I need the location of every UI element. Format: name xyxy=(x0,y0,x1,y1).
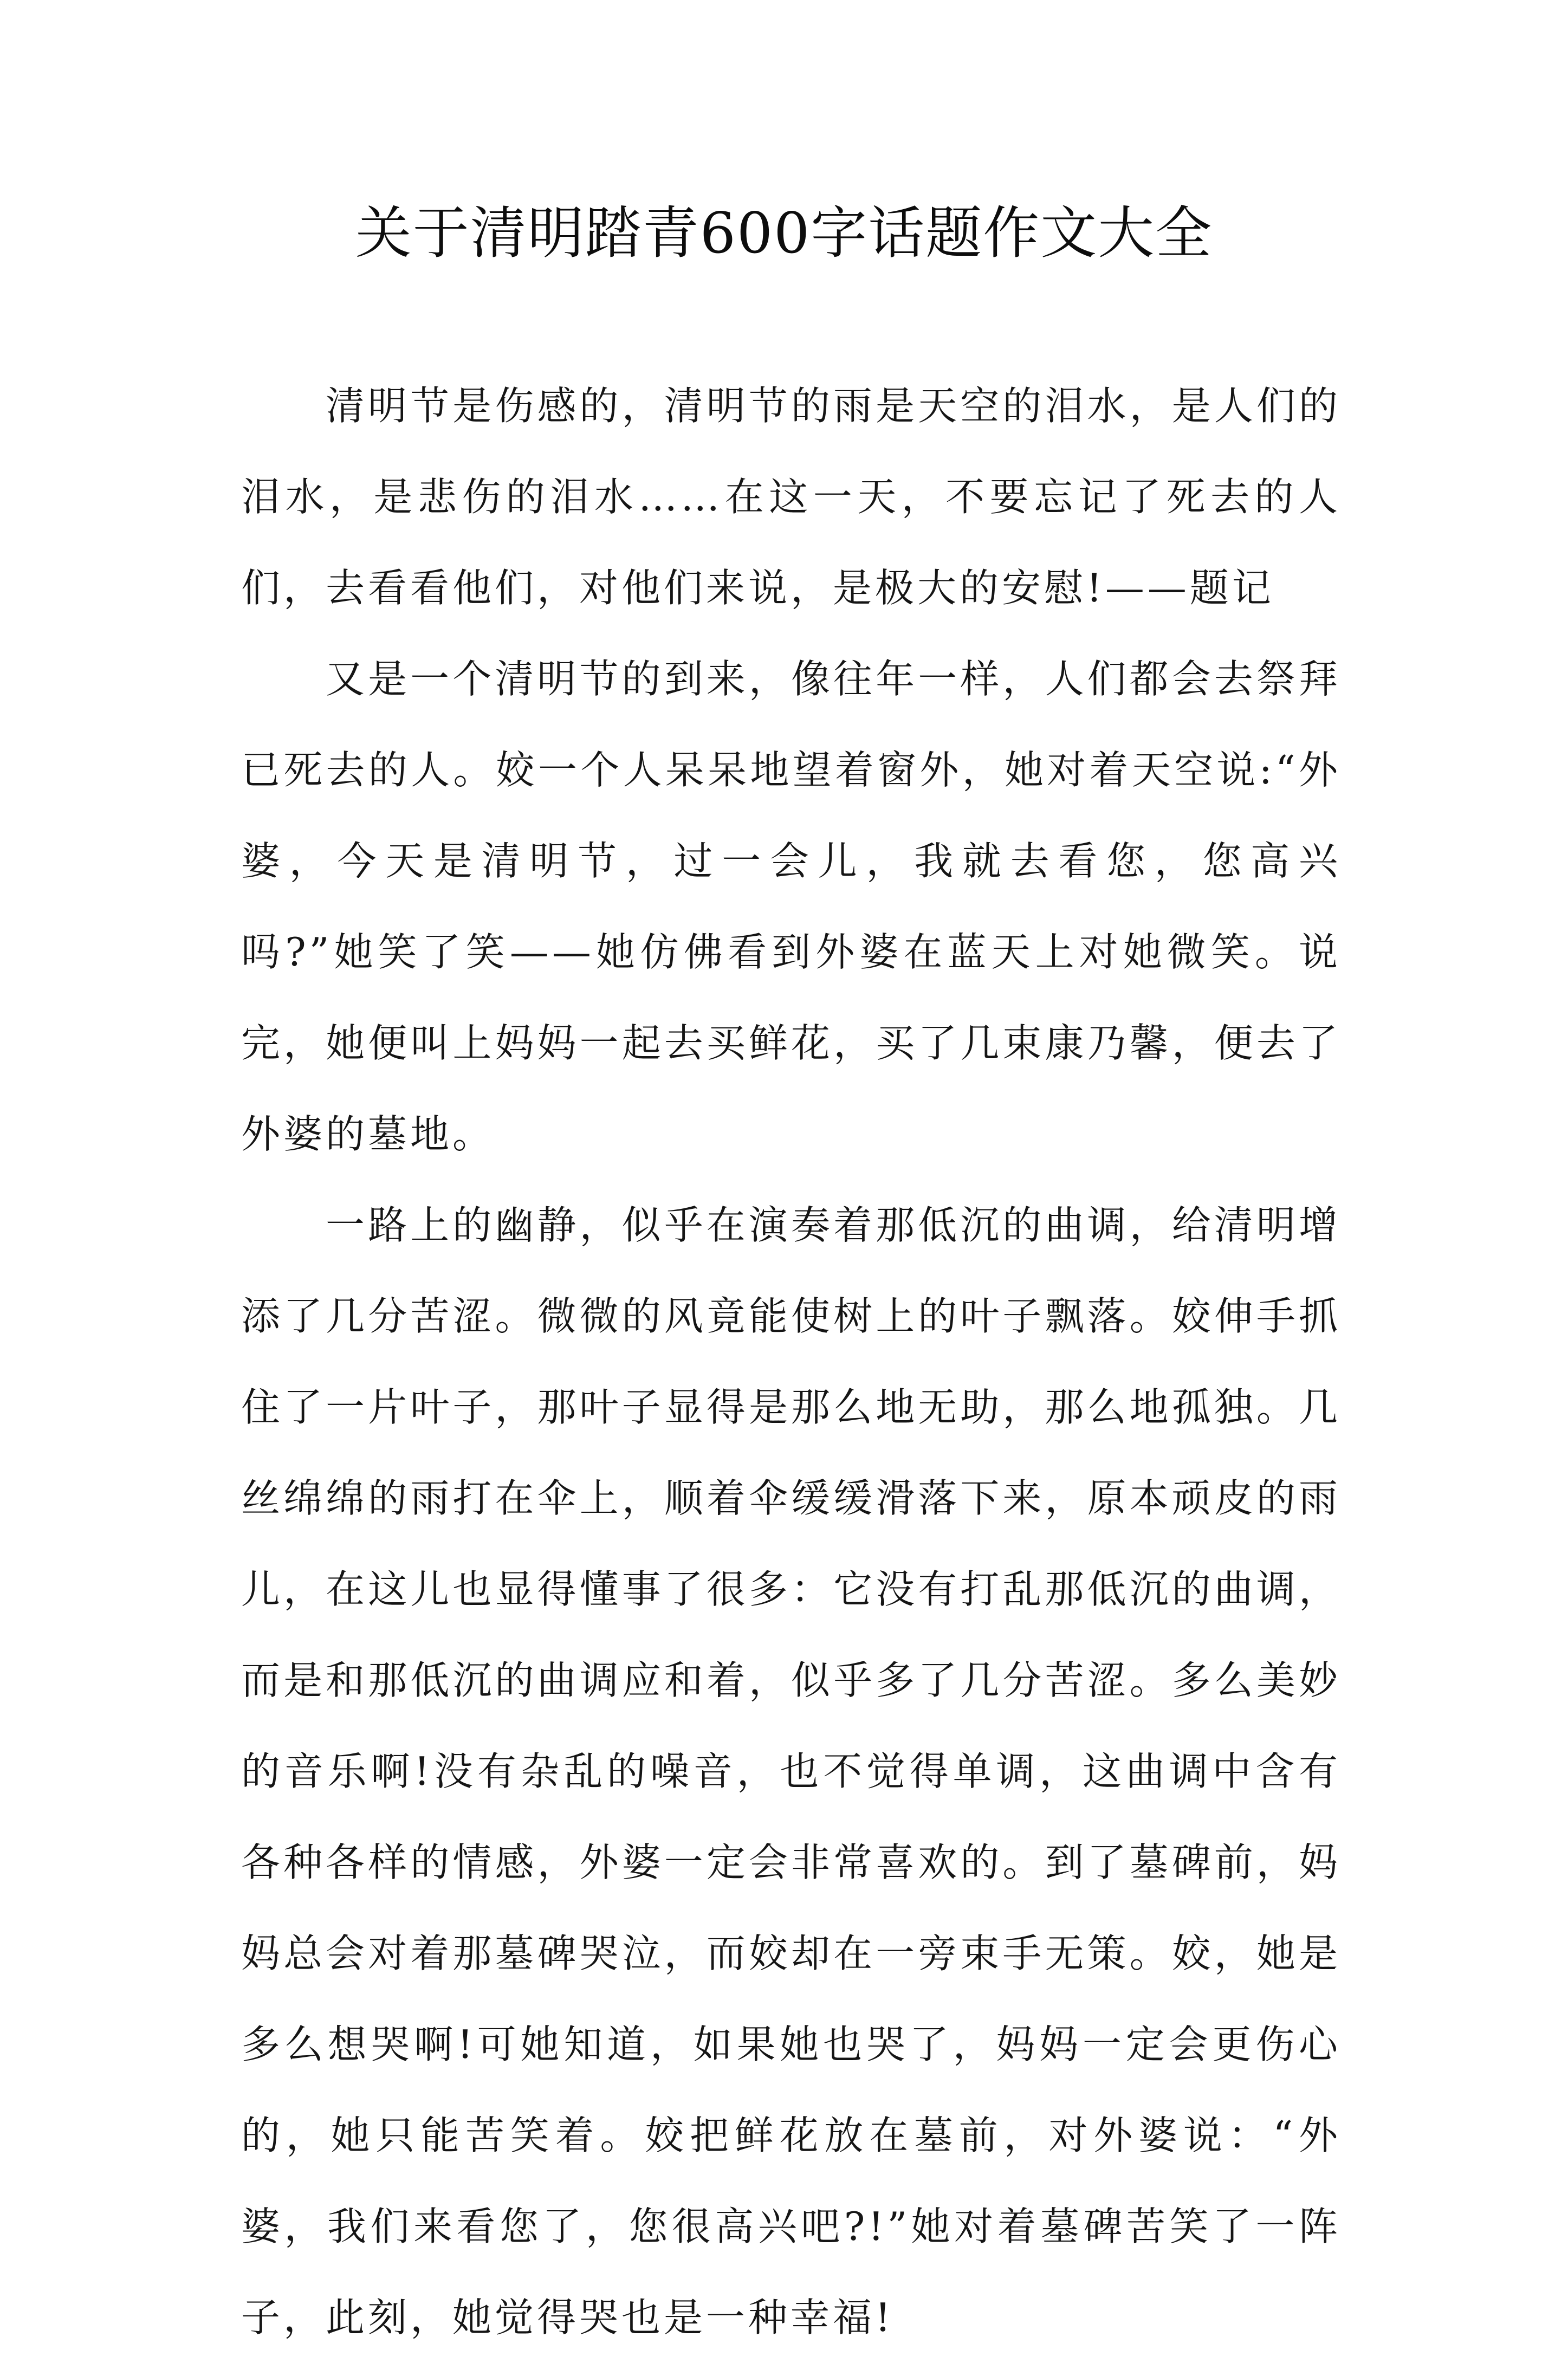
paragraph-graveyard-visit: 一路上的幽静，似乎在演奏着那低沉的曲调，给清明增添了几分苦涩。微微的风竟能使树上的叶子飘落。姣伸手抓住了一片叶子，那叶子显得是那么地无助，那么地孤独。几丝绵绵的雨打在伞上，顺着伞缓缓滑落下来，原本顽皮的雨儿，在这儿也显得懂事了很多：它没有打乱那低沉的曲调，而是和那低沉的曲调应和着，似乎多了几分苦涩。多么美妙的音乐啊!没有杂乱的噪音，也不觉得单调，这曲调中含有各种各样的情感，外婆一定会非常喜欢的。到了墓碑前，妈妈总会对着那墓碑哭泣，而姣却在一旁束手无策。姣，她是多么想哭啊!可她知道，如果她也哭了，妈妈一定会更伤心的，她只能苦笑着。姣把鲜花放在墓前，对外婆说：“外婆，我们来看您了，您很高兴吧?!”她对着墓碑苦笑了一阵子，此刻，她觉得哭也是一种幸福! xyxy=(241,1202,1341,2340)
document-body xyxy=(241,360,1341,2363)
document-title: 关于清明踏青600字话题作文大全 xyxy=(355,200,1213,266)
paragraph-qingming-morning: 又是一个清明节的到来，像往年一样，人们都会去祭拜已死去的人。姣一个人呆呆地望着窗外，她对着天空说:“外婆，今天是清明节，过一会儿，我就去看您，您高兴吗?”她笑了笑——她仿佛看到外婆在蓝天上对她微笑。说完，她便叫上妈妈一起去买鲜花，买了几束康乃馨，便去了外婆的墓地。 xyxy=(241,656,1341,1157)
paragraph-preface: 清明节是伤感的，清明节的雨是天空的泪水，是人们的泪水，是悲伤的泪水……在这一天，不要忘记了死去的人们，去看看他们，对他们来说，是极大的安慰!——题记 xyxy=(241,383,1341,611)
